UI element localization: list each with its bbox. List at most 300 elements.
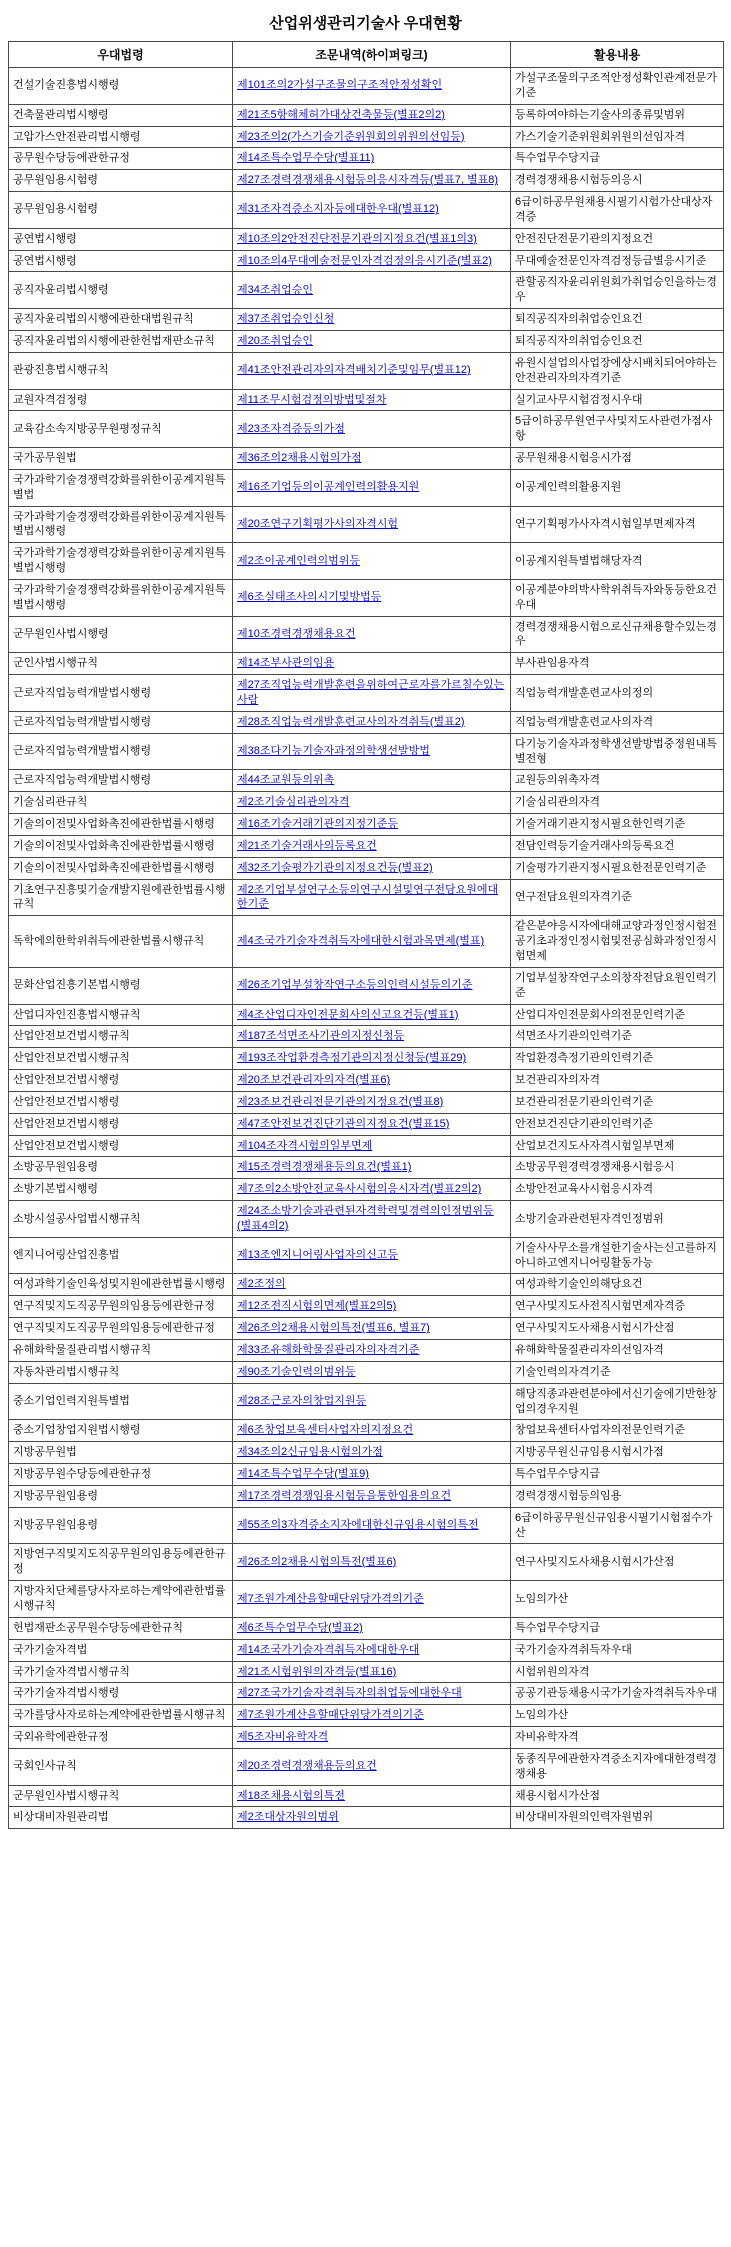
provision-cell	[233, 1785, 511, 1807]
provision-cell	[233, 1296, 511, 1318]
provision-cell	[233, 1383, 511, 1420]
provision-link[interactable]: 제20조연구기획평가사의자격시험	[237, 517, 398, 530]
provision-link[interactable]: 제32조기술평가기관의지정요건등(별표2)	[237, 861, 433, 874]
law-cell: 엔지니어링산업진흥법	[9, 1237, 233, 1274]
law-cell: 군인사법시행규칙	[9, 653, 233, 675]
usage-cell: 6급이하공무원신규임용시필기시험점수가산	[511, 1507, 724, 1544]
provision-link[interactable]: 제28조직업능력개발훈련교사의자격취득(별표2)	[237, 715, 465, 728]
table-row	[9, 770, 724, 792]
law-cell: 공직자윤리법의시행에관한헌법재판소규칙	[9, 330, 233, 352]
table-row	[9, 1639, 724, 1661]
law-cell: 교육감소속지방공무원평정규칙	[9, 411, 233, 448]
provision-link[interactable]: 제2조정의	[237, 1278, 286, 1291]
provision-link[interactable]: 제34조의2신규임용시험의가점	[237, 1446, 383, 1459]
provision-link[interactable]: 제2조기술심리관의자격	[237, 796, 350, 809]
provision-link[interactable]: 제4조국가기술자격취득자에대한시험과목면제(별표)	[237, 935, 485, 948]
law-cell: 지방연구직및지도직공무원의임용등에관한규정	[9, 1544, 233, 1581]
law-cell: 중소기업인력지원특별법	[9, 1383, 233, 1420]
provision-link[interactable]: 제26조의2채용시험의특전(별표6)	[237, 1555, 397, 1568]
table-row	[9, 1070, 724, 1092]
usage-cell: 기술인력의자격기준	[511, 1361, 724, 1383]
provision-link[interactable]: 제7조원가계산을할때단위당가격의기준	[237, 1709, 424, 1722]
provision-cell	[233, 1442, 511, 1464]
provision-cell	[233, 916, 511, 968]
table-row	[9, 1361, 724, 1383]
provision-cell	[233, 506, 511, 543]
provision-cell	[233, 1807, 511, 1829]
provision-cell	[233, 1179, 511, 1201]
table-row	[9, 228, 724, 250]
table-row	[9, 170, 724, 192]
provision-link[interactable]: 제2조이공계인력의범위등	[237, 554, 361, 567]
table-row	[9, 1157, 724, 1179]
table-row	[9, 1340, 724, 1362]
provision-link[interactable]: 제14조특수업무수당(별표11)	[237, 152, 375, 165]
law-cell: 건축물관리법시행령	[9, 104, 233, 126]
usage-cell: 공무원채용시험응시가점	[511, 448, 724, 470]
provision-link[interactable]: 제37조취업승인신청	[237, 313, 335, 326]
usage-cell: 가설구조물의구조적안정성확인관계전문가기준	[511, 68, 724, 105]
law-cell: 지방공무원임용령	[9, 1507, 233, 1544]
usage-cell: 보건관리전문기관의인력기준	[511, 1091, 724, 1113]
provision-cell	[233, 857, 511, 879]
provision-cell	[233, 250, 511, 272]
table-row	[9, 1464, 724, 1486]
table-row	[9, 733, 724, 770]
provision-cell	[233, 469, 511, 506]
table-row	[9, 1617, 724, 1639]
table-row	[9, 1661, 724, 1683]
provision-link[interactable]: 제4조산업디자인전문회사의신고요건등(별표1)	[237, 1008, 459, 1021]
law-cell: 국가과학기술경쟁력강화를위한이공계지원특별법	[9, 469, 233, 506]
provision-link[interactable]: 제10조의2안전진단전문기관의지정요건(별표1의3)	[237, 232, 477, 245]
provision-link[interactable]: 제21조시험위원의자격등(별표16)	[237, 1665, 397, 1678]
provision-link[interactable]: 제36조의2채용시험의가점	[237, 452, 362, 465]
provision-cell	[233, 579, 511, 616]
page-title: 산업위생관리기술사 우대현황	[269, 15, 462, 32]
table-row	[9, 192, 724, 229]
law-cell: 공무원임용시험령	[9, 192, 233, 229]
provision-link[interactable]: 제101조의2가설구조물의구조적안정성확인	[237, 79, 443, 92]
table-row	[9, 579, 724, 616]
table-row	[9, 330, 724, 352]
usage-cell: 시험위원의자격	[511, 1661, 724, 1683]
provision-link[interactable]: 제23조의2(가스기술기준위원회의위원의선임등)	[237, 130, 465, 143]
provision-link[interactable]: 제2조대상자원의범위	[237, 1811, 339, 1824]
provision-cell	[233, 1639, 511, 1661]
law-cell: 소방공무원임용령	[9, 1157, 233, 1179]
provision-link[interactable]: 제14조특수업무수당(별표9)	[237, 1468, 369, 1481]
table-row	[9, 1296, 724, 1318]
provision-link[interactable]: 제27조경력경쟁채용시험등의응시자격등(별표7, 별표8)	[237, 174, 499, 187]
table-row	[9, 148, 724, 170]
provision-cell	[233, 879, 511, 916]
provision-link[interactable]: 제15조경력경쟁채용등의요건(별표1)	[237, 1161, 412, 1174]
table-row	[9, 675, 724, 712]
provision-link[interactable]: 제187조석면조사기관의지정신청등	[237, 1030, 405, 1043]
usage-cell: 동종직무에관한자격증소지자에대한경력경쟁채용	[511, 1748, 724, 1785]
law-cell: 여성과학기술인육성및지원에관한법률시행령	[9, 1274, 233, 1296]
provision-cell	[233, 1091, 511, 1113]
provision-cell	[233, 814, 511, 836]
law-cell: 산업안전보건법시행령	[9, 1070, 233, 1092]
usage-cell: 창업보육센터사업자의전문인력기준	[511, 1420, 724, 1442]
provision-link[interactable]: 제104조자격시험의일부면제	[237, 1139, 373, 1152]
usage-cell: 등록하여야하는기술사의종류및범위	[511, 104, 724, 126]
provision-link[interactable]: 제6조창업보육센터사업자의지정요건	[237, 1424, 414, 1437]
provision-link[interactable]: 제41조안전관리자의자격배치기준및임무(별표12)	[237, 364, 471, 377]
law-cell: 근로자직업능력개발법시행령	[9, 733, 233, 770]
usage-cell: 직업능력개발훈련교사의정의	[511, 675, 724, 712]
table-row	[9, 1274, 724, 1296]
usage-cell: 기업부설창작연구소의창작전담요원인력기준	[511, 967, 724, 1004]
usage-cell: 경력경쟁채용시험으로신규채용할수있는경우	[511, 616, 724, 653]
provision-link[interactable]: 제7조원가계산을할때단위당가격의기준	[237, 1592, 424, 1605]
provision-link[interactable]: 제34조취업승인	[237, 283, 313, 296]
table-row	[9, 1748, 724, 1785]
usage-cell: 연구사및지도사채용시험시가산점	[511, 1544, 724, 1581]
law-cell: 근로자직업능력개발법시행령	[9, 675, 233, 712]
provision-link[interactable]: 제7조의2소방안전교육사시험의응시자격(별표2의2)	[237, 1183, 482, 1196]
usage-cell: 경력경쟁시험등의임용	[511, 1485, 724, 1507]
law-cell: 헌법재판소공무원수당등에관한규칙	[9, 1617, 233, 1639]
table-header-row	[9, 42, 724, 68]
law-cell: 공무원임용시험령	[9, 170, 233, 192]
provision-cell	[233, 1070, 511, 1092]
provision-cell	[233, 68, 511, 105]
provision-cell	[233, 126, 511, 148]
table-row	[9, 616, 724, 653]
usage-cell: 특수업무수당지급	[511, 148, 724, 170]
table-row	[9, 1048, 724, 1070]
table-row	[9, 448, 724, 470]
law-cell: 국가를당사자로하는계약에관한법률시행규칙	[9, 1705, 233, 1727]
table-row	[9, 1705, 724, 1727]
provision-cell	[233, 967, 511, 1004]
table-row	[9, 967, 724, 1004]
law-cell: 지방공무원임용령	[9, 1485, 233, 1507]
provision-cell	[233, 272, 511, 309]
usage-cell: 무대예술전문인자격검정등급별응시기준	[511, 250, 724, 272]
table-row	[9, 1091, 724, 1113]
table-row	[9, 1807, 724, 1829]
law-cell: 연구직및지도직공무원의임용등에관한규정	[9, 1296, 233, 1318]
provision-link[interactable]: 제33조유해화학물질관리자의자격기준	[237, 1344, 420, 1356]
provision-cell	[233, 411, 511, 448]
provision-link[interactable]: 제31조자격증소지자등에대한우대(별표12)	[237, 203, 439, 216]
law-cell: 공직자윤리법시행령	[9, 272, 233, 309]
usage-cell: 기술거래기관지정시필요한인력기준	[511, 814, 724, 836]
law-cell: 관광진흥법시행규칙	[9, 352, 233, 389]
usage-cell: 실기교사무시험검정시우대	[511, 389, 724, 411]
provision-link[interactable]: 제17조경력경쟁임용시험등을통한임용의요건	[237, 1489, 452, 1502]
law-cell: 군무원인사법시행령	[9, 616, 233, 653]
law-cell: 독학에의한학위취득에관한법률시행규칙	[9, 916, 233, 968]
law-cell: 기술의이전및사업화촉진에관한법률시행령	[9, 814, 233, 836]
law-cell: 산업안전보건법시행규칙	[9, 1026, 233, 1048]
usage-cell: 소방안전교육사시험응시자격	[511, 1179, 724, 1201]
provision-link[interactable]: 제18조채용시험의특전	[237, 1789, 345, 1802]
table-row	[9, 68, 724, 105]
usage-cell: 기술심리관의자격	[511, 792, 724, 814]
provision-cell	[233, 352, 511, 389]
provision-cell	[233, 1201, 511, 1238]
provision-cell	[233, 733, 511, 770]
table-row	[9, 814, 724, 836]
provision-link[interactable]: 제27조직업능력개발훈련을위하여근로자를가르칠수있는사람	[237, 679, 505, 706]
usage-cell: 노임의가산	[511, 1581, 724, 1618]
provision-link[interactable]: 제28조근로자의창업지원등	[237, 1395, 367, 1408]
table-row	[9, 835, 724, 857]
usage-cell: 이공계지원특별법해당자격	[511, 543, 724, 580]
law-cell: 산업안전보건법시행령	[9, 1091, 233, 1113]
usage-cell: 석면조사기관의인력기준	[511, 1026, 724, 1048]
usage-cell: 특수업무수당지급	[511, 1464, 724, 1486]
law-cell: 공연법시행령	[9, 250, 233, 272]
table-row	[9, 1179, 724, 1201]
provision-cell	[233, 389, 511, 411]
provision-link[interactable]: 제27조국가기술자격취득자의취업등에대한우대	[237, 1687, 462, 1700]
provision-link[interactable]: 제23조보건관리전문기관의지정요건(별표8)	[237, 1095, 444, 1108]
table-row	[9, 389, 724, 411]
law-cell: 근로자직업능력개발법시행령	[9, 711, 233, 733]
usage-cell: 비상대비자원의인력자원범위	[511, 1807, 724, 1829]
provision-cell	[233, 330, 511, 352]
usage-cell: 퇴직공직자의취업승인요건	[511, 309, 724, 331]
provision-link[interactable]: 제24조소방기술과관련된자격학력및경력의인정범위등(별표4의2)	[237, 1205, 494, 1232]
table-row	[9, 1113, 724, 1135]
table-row	[9, 1004, 724, 1026]
provision-cell	[233, 1048, 511, 1070]
usage-cell: 여성과학기술인의해당요건	[511, 1274, 724, 1296]
provision-cell	[233, 1318, 511, 1340]
provision-link[interactable]: 제21조5항해체허가대상건축물등(별표2의2)	[237, 108, 445, 121]
provision-cell	[233, 1683, 511, 1705]
law-cell: 유해화학물질관리법시행규칙	[9, 1340, 233, 1362]
provision-cell	[233, 1464, 511, 1486]
table-row	[9, 1727, 724, 1749]
law-cell: 건설기술진흥법시행령	[9, 68, 233, 105]
provision-cell	[233, 1157, 511, 1179]
usage-cell: 해당직종과관련분야에서신기술에기반한창업의경우지원	[511, 1383, 724, 1420]
usage-cell: 부사관임용자격	[511, 653, 724, 675]
table-row	[9, 309, 724, 331]
provision-link[interactable]: 제55조의3자격증소지자에대한신규임용시험의특전	[237, 1519, 479, 1532]
provision-cell	[233, 104, 511, 126]
provision-cell	[233, 1361, 511, 1383]
provision-link[interactable]: 제26조의2채용시험의특전(별표6, 별표7)	[237, 1322, 430, 1335]
provision-cell	[233, 711, 511, 733]
usage-cell: 다기능기술자과정학생선발방법중정원내특별전형	[511, 733, 724, 770]
provision-link[interactable]: 제14조부사관의임용	[237, 657, 335, 670]
law-cell: 국외유학에관한규정	[9, 1727, 233, 1749]
usage-cell: 자비유학자격	[511, 1727, 724, 1749]
law-cell: 소방시설공사업법시행규칙	[9, 1201, 233, 1238]
law-cell: 지방공무원법	[9, 1442, 233, 1464]
provision-cell	[233, 1581, 511, 1618]
provision-link[interactable]: 제20조경력경쟁채용등의요건	[237, 1760, 377, 1773]
provision-link[interactable]: 제20조취업승인	[237, 334, 313, 347]
provision-cell	[233, 1237, 511, 1274]
usage-cell: 지방공무원신규임용시험시가점	[511, 1442, 724, 1464]
usage-cell: 작업환경측정기관의인력기준	[511, 1048, 724, 1070]
provision-link[interactable]: 제10조경력경쟁채용요건	[237, 628, 356, 641]
law-cell: 문화산업진흥기본법시행령	[9, 967, 233, 1004]
provision-link[interactable]: 제2조기업부설연구소등의연구시설및연구전담요원에대한기준	[237, 883, 499, 911]
usage-cell: 연구기획평가사자격시험일부면제자격	[511, 506, 724, 543]
law-cell: 소방기본법시행령	[9, 1179, 233, 1201]
provision-link[interactable]: 제6조특수업무수당(별표2)	[237, 1621, 363, 1634]
table-row	[9, 879, 724, 916]
provision-cell	[233, 543, 511, 580]
provision-cell	[233, 792, 511, 814]
provision-link[interactable]: 제44조교원등의위촉	[237, 774, 335, 787]
provision-cell	[233, 770, 511, 792]
law-cell: 국가기술자격법	[9, 1639, 233, 1661]
usage-cell: 공공기관등채용시국가기술자격취득자우대	[511, 1683, 724, 1705]
provision-link[interactable]: 제26조기업부설창작연구소등의인력시설등의기준	[237, 979, 473, 992]
table-row	[9, 126, 724, 148]
law-cell: 국가과학기술경쟁력강화를위한이공계지원특별법시행령	[9, 579, 233, 616]
law-cell: 교원자격검정령	[9, 389, 233, 411]
header-usage: 활용내용	[511, 42, 724, 68]
law-cell: 중소기업창업지원법시행령	[9, 1420, 233, 1442]
provision-link[interactable]: 제90조기술인력의범위등	[237, 1365, 356, 1378]
table-row	[9, 916, 724, 968]
law-cell: 근로자직업능력개발법시행령	[9, 770, 233, 792]
law-cell: 산업안전보건법시행규칙	[9, 1048, 233, 1070]
provision-cell	[233, 1420, 511, 1442]
law-cell: 국가과학기술경쟁력강화를위한이공계지원특별법시행령	[9, 506, 233, 543]
provision-cell	[233, 1727, 511, 1749]
table-row	[9, 1544, 724, 1581]
usage-cell: 소방공무원경력경쟁채용시험응시	[511, 1157, 724, 1179]
law-cell: 산업안전보건법시행령	[9, 1135, 233, 1157]
provision-link[interactable]: 제20조보건관리자의자격(별표6)	[237, 1074, 391, 1087]
law-cell: 기초연구진흥및기술개발지원에관한법률시행규칙	[9, 879, 233, 916]
usage-cell: 연구사및지도사전직시험면제자격증	[511, 1296, 724, 1318]
provision-cell	[233, 616, 511, 653]
table-row	[9, 1237, 724, 1274]
law-cell: 자동차관리법시행규칙	[9, 1361, 233, 1383]
table-row	[9, 1201, 724, 1238]
header-law: 우대법령	[9, 42, 233, 68]
table-row	[9, 272, 724, 309]
usage-cell: 관할공직자윤리위원회가취업승인을하는경우	[511, 272, 724, 309]
usage-cell: 안전보건진단기관의인력기준	[511, 1113, 724, 1135]
provision-cell	[233, 1544, 511, 1581]
table-row	[9, 506, 724, 543]
table-row	[9, 352, 724, 389]
usage-cell: 산업보건지도사자격시험일부면제	[511, 1135, 724, 1157]
usage-cell: 보건관리자의자격	[511, 1070, 724, 1092]
usage-cell: 유원시설업의사업장에상시배치되어야하는안전관리자의자격기준	[511, 352, 724, 389]
provision-link[interactable]: 제23조자격증등의가점	[237, 422, 345, 435]
provision-cell	[233, 1485, 511, 1507]
provision-cell	[233, 148, 511, 170]
usage-cell: 연구전담요원의자격기준	[511, 879, 724, 916]
table-row	[9, 469, 724, 506]
provision-cell	[233, 1004, 511, 1026]
provision-link[interactable]: 제10조의4무대예술전문인자격검정의응시기준(별표2)	[237, 254, 492, 267]
provision-link[interactable]: 제14조국가기술자격취득자에대한우대	[237, 1643, 420, 1656]
usage-cell: 특수업무수당지급	[511, 1617, 724, 1639]
usage-cell: 노임의가산	[511, 1705, 724, 1727]
provision-link[interactable]: 제47조안전보건진단기관의지정요건(별표15)	[237, 1117, 450, 1130]
provision-link[interactable]: 제6조실태조사의시기및방법등	[237, 591, 382, 604]
law-cell: 국회인사규칙	[9, 1748, 233, 1785]
provision-cell	[233, 1340, 511, 1362]
table-row	[9, 711, 724, 733]
provision-link[interactable]: 제16조기술거래기관의지정기준등	[237, 818, 398, 831]
provision-cell	[233, 1135, 511, 1157]
provision-link[interactable]: 제21조기술거래사의등록요건	[237, 839, 377, 852]
table-row	[9, 1485, 724, 1507]
provision-cell	[233, 170, 511, 192]
table-row	[9, 1507, 724, 1544]
law-cell: 기술의이전및사업화촉진에관한법률시행령	[9, 835, 233, 857]
provision-cell	[233, 1661, 511, 1683]
usage-cell: 산업디자인전문회사의전문인력기준	[511, 1004, 724, 1026]
provision-link[interactable]: 제38조다기능기술자과정의학생선발방법	[237, 745, 430, 758]
usage-cell: 같은분야응시자에대해교양과정인정시험전공기초과정인정시험및전공심화과정인정시험면제	[511, 916, 724, 968]
usage-cell: 이공계분야의박사학위취득자와동등한요건우대	[511, 579, 724, 616]
table-row	[9, 1026, 724, 1048]
table-row	[9, 104, 724, 126]
law-cell: 기술의이전및사업화촉진에관한법률시행령	[9, 857, 233, 879]
table-row	[9, 857, 724, 879]
provision-cell	[233, 1748, 511, 1785]
provision-link[interactable]: 제12조전직시험의면제(별표2의5)	[237, 1300, 397, 1313]
provision-cell	[233, 675, 511, 712]
table-row	[9, 1785, 724, 1807]
law-cell: 비상대비자원관리법	[9, 1807, 233, 1829]
law-table-body	[9, 68, 724, 1829]
usage-cell: 가스기술기준위원회위원의선임자격	[511, 126, 724, 148]
table-row	[9, 1683, 724, 1705]
law-cell: 고압가스안전관리법시행령	[9, 126, 233, 148]
provision-link[interactable]: 제5조자비유학자격	[237, 1731, 329, 1744]
law-cell: 산업안전보건법시행령	[9, 1113, 233, 1135]
usage-cell: 퇴직공직자의취업승인요건	[511, 330, 724, 352]
header-provision: 조문내역(하이퍼링크)	[233, 42, 511, 68]
provision-cell	[233, 1617, 511, 1639]
usage-cell: 채용시험시가산점	[511, 1785, 724, 1807]
usage-cell: 경력경쟁채용시험등의응시	[511, 170, 724, 192]
table-row	[9, 1135, 724, 1157]
provision-link[interactable]: 제13조엔지니어링사업자의신고등	[237, 1249, 398, 1262]
table-row	[9, 792, 724, 814]
provision-link[interactable]: 제16조기업등의이공계인력의활용지원	[237, 481, 420, 494]
table-row	[9, 411, 724, 448]
provision-cell	[233, 192, 511, 229]
provision-cell	[233, 448, 511, 470]
provision-link[interactable]: 제11조무시험검정의방법및절차	[237, 393, 387, 406]
provision-cell	[233, 835, 511, 857]
table-row	[9, 543, 724, 580]
provision-cell	[233, 1274, 511, 1296]
provision-cell	[233, 653, 511, 675]
law-cell: 지방자치단체를당사자로하는계약에관한법률시행규칙	[9, 1581, 233, 1618]
provision-link[interactable]: 제193조작업환경측정기관의지정신청등(별표29)	[237, 1052, 467, 1065]
usage-cell: 전담인력등기술거래사의등록요건	[511, 835, 724, 857]
usage-cell: 이공계인력의활용지원	[511, 469, 724, 506]
usage-cell: 소방기술과관련된자격인정범위	[511, 1201, 724, 1238]
law-cell: 국가공무원법	[9, 448, 233, 470]
usage-cell: 기술평가기관지정시필요한전문인력기준	[511, 857, 724, 879]
law-cell: 기술심리관규칙	[9, 792, 233, 814]
preferential-law-table	[8, 41, 724, 1829]
